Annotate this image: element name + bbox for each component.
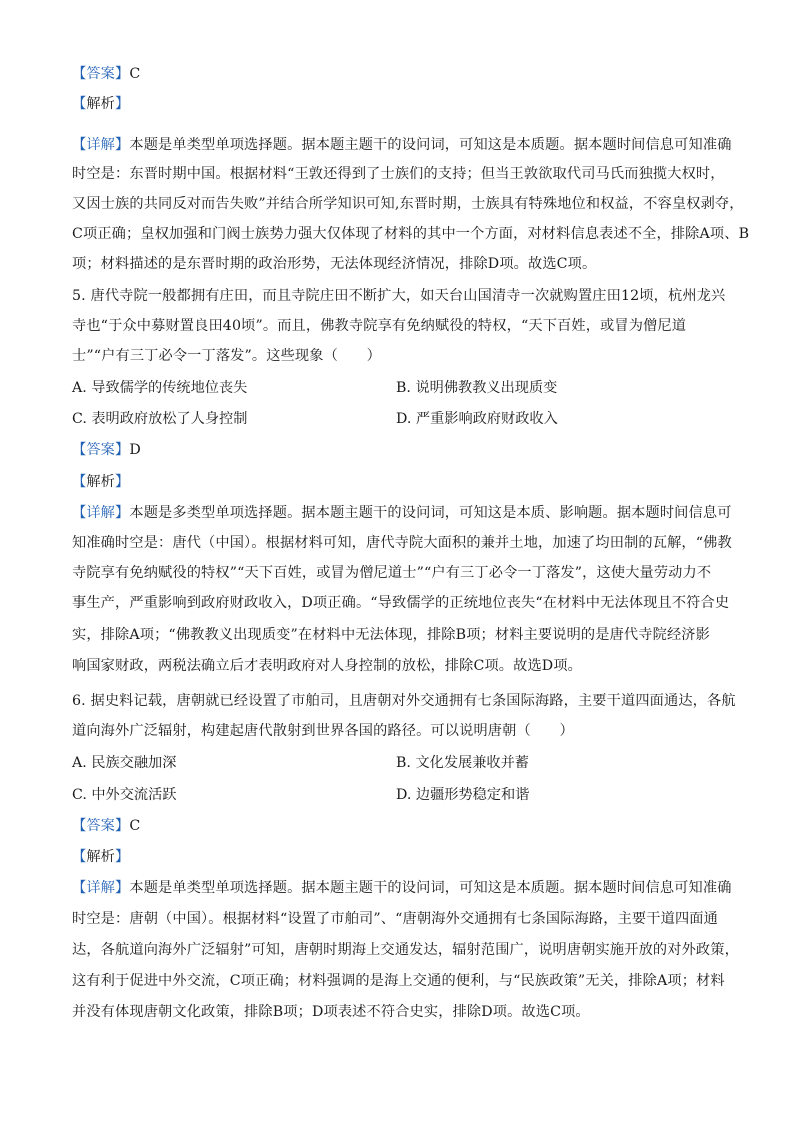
- q6-option-a: A. 民族交融加深: [72, 755, 177, 771]
- q6-answer-line: 【答案】C: [72, 818, 141, 834]
- q6-explanation-line: 时空是：唐朝（中国）。根据材料“设置了市舶司”、“唐朝海外交通拥有七条国际海路，主要干道四面通: [72, 911, 718, 927]
- q4-explanation-line: C项正确；皇权加强和门阀士族势力强大仅体现了材料的其中一个方面，对材料信息表述不全，排除A项、B: [72, 226, 750, 242]
- q5-option-b: B. 说明佛教教义出现质变: [396, 380, 558, 396]
- q4-explanation-line: 又因士族的共同反对而告失败”并结合所学知识可知,东晋时期，士族具有特殊地位和权益，不容皇权剥夺，: [72, 196, 744, 212]
- q5-explanation-line: 实，排除A项；“佛教教义出现质变”在材料中无法体现，排除B项；材料主要说明的是唐代寺院经济影: [72, 627, 710, 643]
- q4-answer-line: [72, 64, 732, 84]
- q5-option-c: C. 表明政府放松了人身控制: [72, 411, 248, 427]
- q6-stem-line: 道向海外广泛辐射，构建起唐代散射到世界各国的路径。可以说明唐朝（ ）: [72, 723, 574, 739]
- q6-explanation-line: 并没有体现唐朝文化政策，排除B项；D项表述不符合史实，排除D项。故选C项。: [72, 1004, 590, 1020]
- q4-explanation-line: 时空是：东晋时期中国。根据材料“王敦还得到了士族们的支持；但当王敦欲取代司马氏而独揽大权时，: [72, 166, 725, 182]
- q4-analysis-line: 【解析】: [72, 96, 130, 112]
- q5-explanation-line: 【详解】本题是多类型单项选择题。据本题主题干的设问词，可知这是本质、影响题。据本题时间信息可: [72, 505, 732, 521]
- q5-option-a: A. 导致儒学的传统地位丧失: [72, 380, 248, 396]
- q5-analysis-line: 【解析】: [72, 474, 130, 490]
- answer-tag: 【答案】: [72, 66, 130, 82]
- q5-explanation-line: 事生产，严重影响到政府财政收入，D项正确。“导致儒学的正统地位丧失“在材料中无法体现且不符合史: [72, 595, 730, 611]
- analysis-tag: 解析: [86, 96, 116, 112]
- q5-explanation-line: 寺院享有免纳赋役的特权”“天下百姓，或冒为僧尼道士”“户有三丁必令一丁落发”，这使大量劳动力不: [72, 565, 712, 581]
- q5-option-d: D. 严重影响政府财政收入: [396, 411, 558, 427]
- q6-explanation-line: 这有利于促进中外交流，C项正确；材料强调的是海上交通的便利，与“民族政策”无关，排除A项；材料: [72, 973, 725, 989]
- q5-explanation-line: 响国家财政，两税法确立后才表明政府对人身控制的放松，排除C项。故选D项。: [72, 658, 583, 674]
- q6-option-c: C. 中外交流活跃: [72, 787, 177, 803]
- q6-option-b: B. 文化发展兼收并蓄: [396, 755, 529, 771]
- q5-answer: D: [129, 442, 141, 458]
- q5-stem-line: 5. 唐代寺院一般都拥有庄田，而且寺院庄田不断扩大，如天台山国清寺一次就购置庄田12顷，杭州龙兴: [72, 288, 726, 304]
- q6-analysis-line: 【解析】: [72, 849, 130, 865]
- q4-answer: C: [129, 66, 141, 82]
- q5-stem-line: 寺也“于众中募财置良田40顷”。而且，佛教寺院享有免纳赋役的特权，“天下百姓，或冒为僧尼道: [72, 318, 687, 334]
- q5-explanation-line: 知准确时空是：唐代（中国）。根据材料可知，唐代寺院大面积的兼并土地，加速了均田制的瓦解，“佛教: [72, 535, 732, 551]
- detail-tag: 【详解】: [72, 137, 130, 153]
- q5-stem-line: 士”“户有三丁必令一丁落发”。这些现象（ ）: [72, 348, 381, 364]
- q4-explanation-line: 【详解】本题是单类型单项选择题。据本题主题干的设问词，可知这是本质题。据本题时间信息可知准确: [72, 137, 732, 153]
- q6-answer: C: [129, 818, 141, 834]
- q6-explanation-line: 【详解】本题是单类型单项选择题。据本题主题干的设问词，可知这是本质题。据本题时间信息可知准确: [72, 880, 732, 896]
- q6-option-d: D. 边疆形势稳定和谐: [396, 787, 530, 803]
- q5-answer-line: 【答案】D: [72, 442, 141, 458]
- q6-explanation-line: 达，各航道向海外广泛辐射”可知，唐朝时期海上交通发达，辐射范围广，说明唐朝实施开放的对外政策，: [72, 942, 739, 958]
- q6-stem-line: 6. 据史料记载，唐朝就已经设置了市舶司，且唐朝对外交通拥有七条国际海路，主要干道四面通达，各航: [72, 693, 736, 709]
- q4-explanation-line: 项；材料描述的是东晋时期的政治形势，无法体现经济情况，排除D项。故选C项。: [72, 256, 597, 272]
